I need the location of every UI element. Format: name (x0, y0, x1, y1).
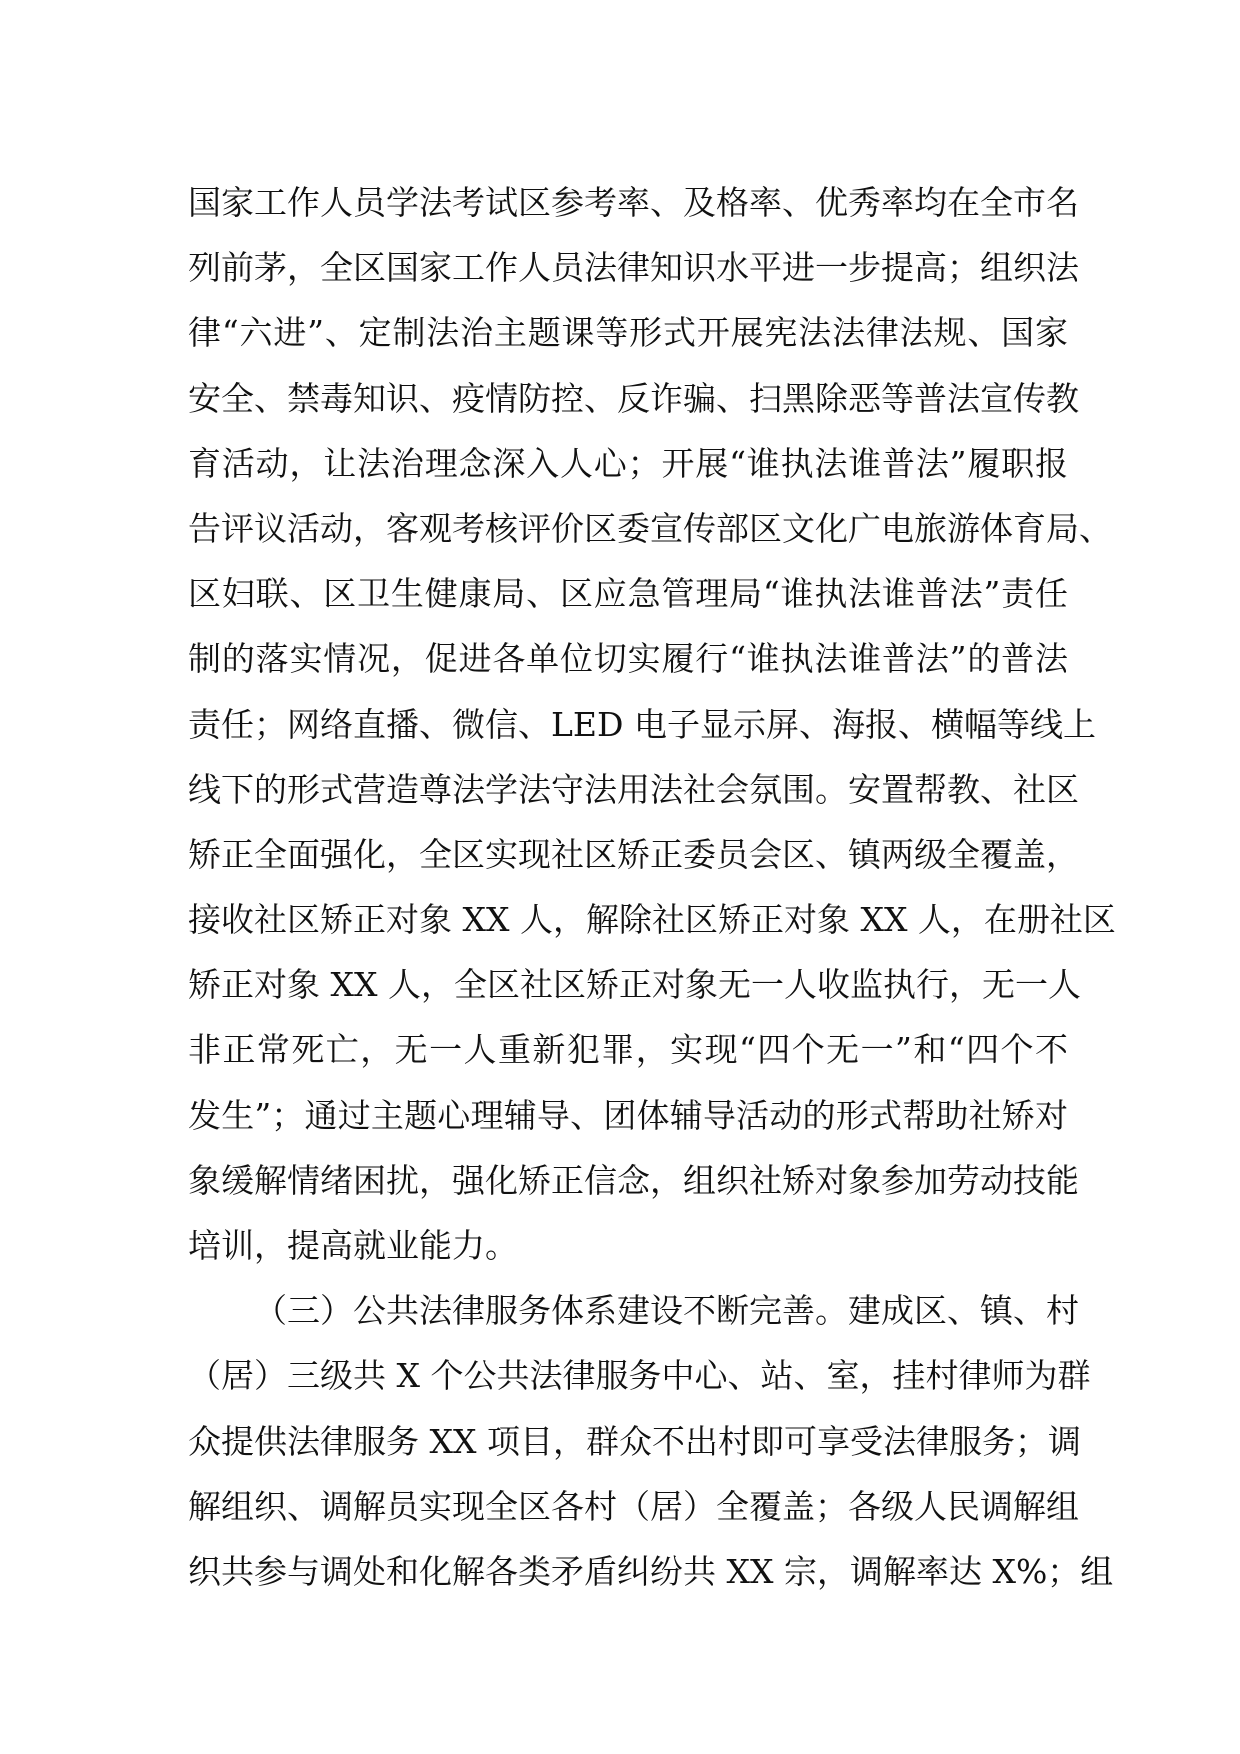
text-line: 解组织、调解员实现全区各村（居）全覆盖；各级人民调解组 (188, 1486, 1079, 1526)
text-line: 律“六进”、定制法治主题课等形式开展宪法法律法规、国家 (188, 313, 1068, 353)
text-line: 制的落实情况，促进各单位切实履行“谁执法谁普法”的普法 (188, 639, 1068, 679)
text-line: 育活动，让法治理念深入人心；开展“谁执法谁普法”履职报 (188, 443, 1068, 483)
text-line: 织共参与调处和化解各类矛盾纠纷共 XX 宗，调解率达 X%；组 (188, 1551, 1114, 1591)
text-line: 发生”；通过主题心理辅导、团体辅导活动的形式帮助社矫对 (188, 1095, 1068, 1135)
text-line: 非正常死亡，无一人重新犯罪，实现“四个无一”和“四个不 (188, 1030, 1068, 1070)
text-line: 安全、禁毒知识、疫情防控、反诈骗、扫黑除恶等普法宣传教 (188, 378, 1079, 418)
text-line: （居）三级共 X 个公共法律服务中心、站、室，挂村律师为群 (188, 1356, 1091, 1396)
text-line: 责任；网络直播、微信、LED 电子显示屏、海报、横幅等线上 (188, 704, 1096, 744)
body-text (188, 170, 1116, 1604)
text-line: 矫正全面强化，全区实现社区矫正委员会区、镇两级全覆盖， (188, 834, 1079, 874)
text-line: 线下的形式营造尊法学法守法用法社会氛围。安置帮教、社区 (188, 769, 1079, 809)
section-heading-line: （三）公共法律服务体系建设不断完善。建成区、镇、村 (254, 1291, 1079, 1331)
text-line: 国家工作人员学法考试区参考率、及格率、优秀率均在全市名 (188, 183, 1079, 222)
paragraph-end-line: 培训，提高就业能力。 (188, 1226, 518, 1265)
text-line: 告评议活动，客观考核评价区委宣传部区文化广电旅游体育局、 (188, 508, 1112, 548)
text-line: 列前茅，全区国家工作人员法律知识水平进一步提高；组织法 (188, 248, 1079, 288)
text-line: 众提供法律服务 XX 项目，群众不出村即可享受法律服务；调 (188, 1421, 1081, 1461)
text-line: 区妇联、区卫生健康局、区应急管理局“谁执法谁普法”责任 (188, 574, 1068, 614)
text-line: 象缓解情绪困扰，强化矫正信念，组织社矫对象参加劳动技能 (188, 1160, 1079, 1200)
text-line: 矫正对象 XX 人，全区社区矫正对象无一人收监执行，无一人 (188, 965, 1081, 1005)
text-line: 接收社区矫正对象 XX 人，解除社区矫正对象 XX 人，在册社区 (188, 900, 1116, 940)
